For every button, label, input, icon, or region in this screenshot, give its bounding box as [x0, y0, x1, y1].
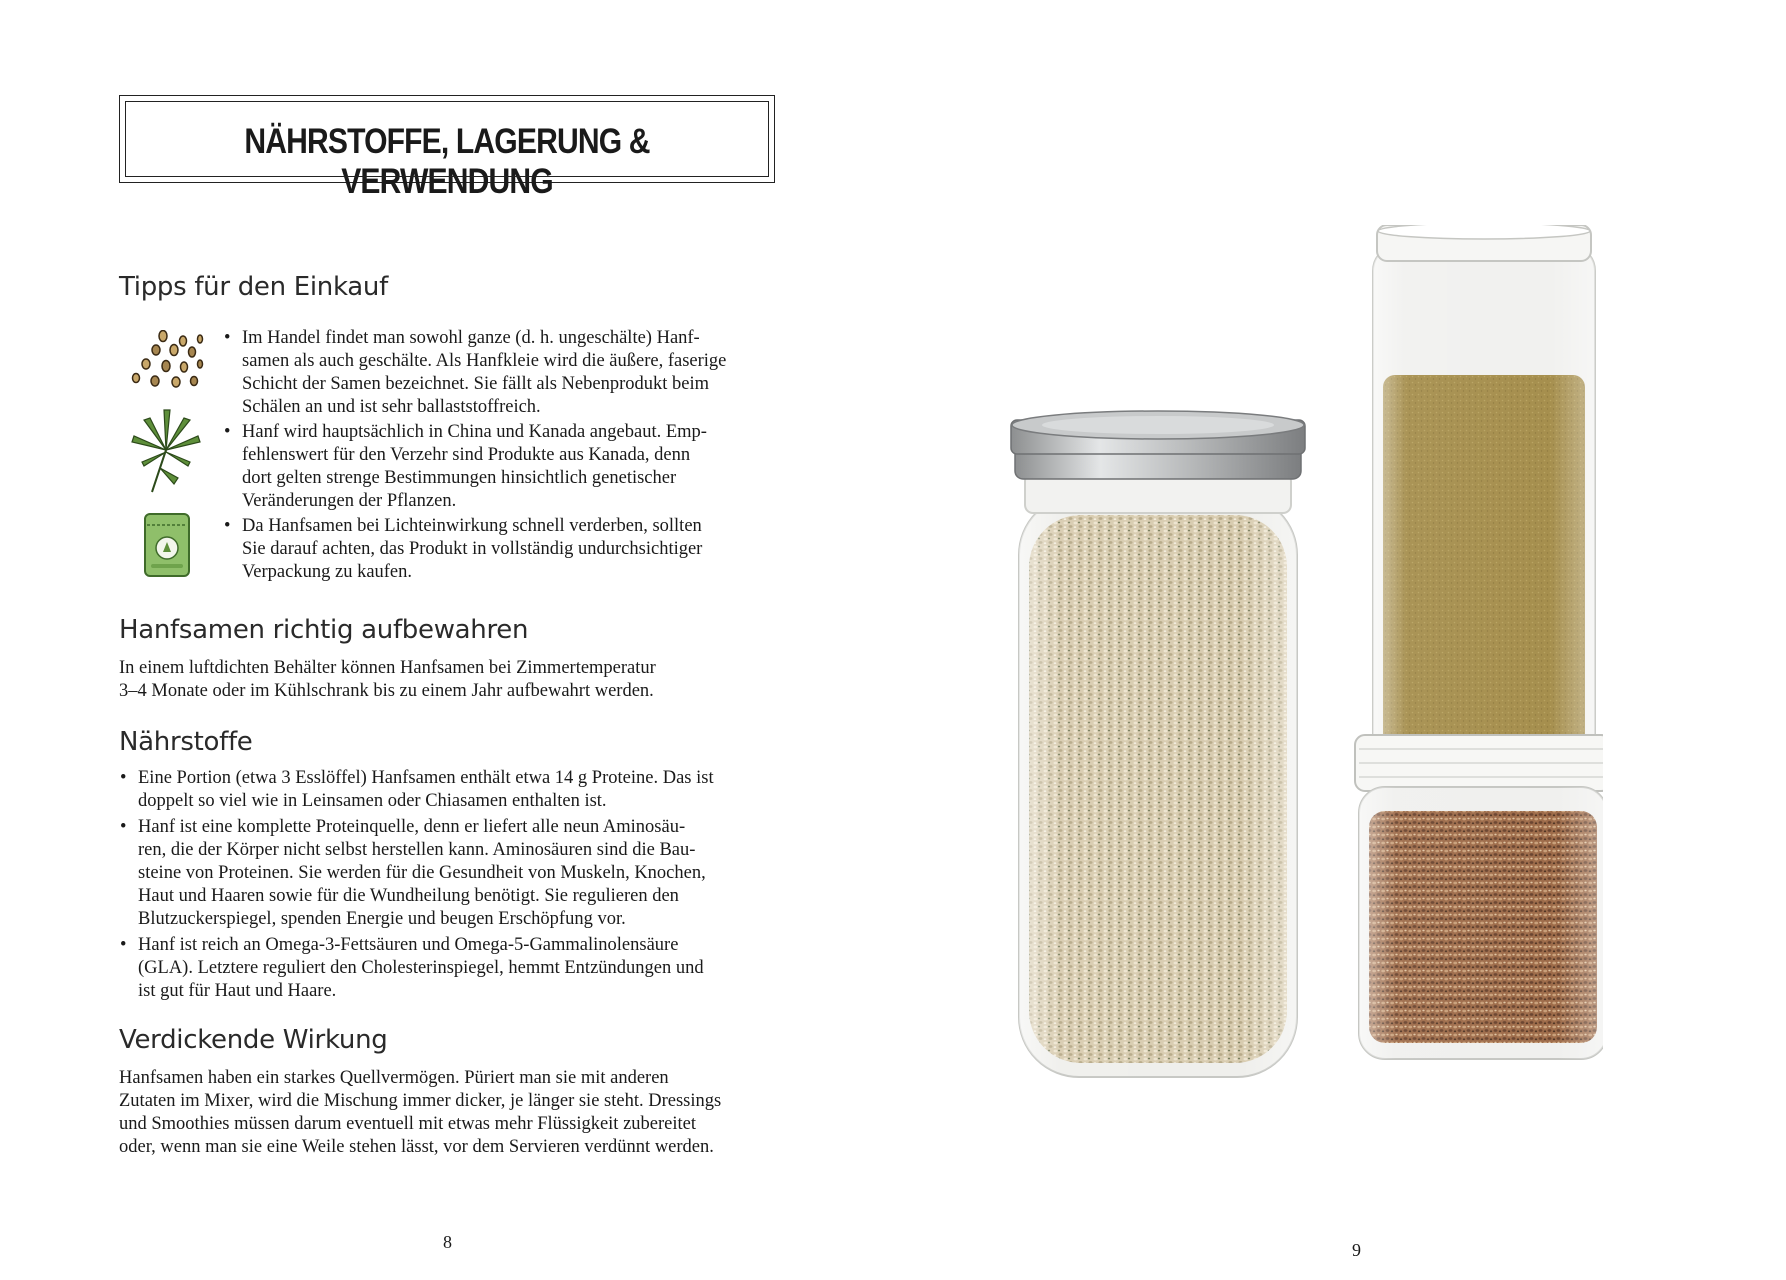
- page-title: NÄHRSTOFFE, LAGERUNG & VERWENDUNG: [244, 122, 650, 201]
- verdickend-text: Hanfsamen haben ein starkes Quellvermögen. Püriert man sie mit anderen Zutaten im Mixer, wird die Mischung immer dicker, je länger sie steht. Dressings und Smoothies müssen darum eventuell mit etwas mehr Flüssigkeit zubereitet oder, wenn man sie eine Weile stehen lässt, vor dem Servieren verdünnt werden.: [119, 1068, 722, 1157]
- list-item: • Da Hanfsamen bei Lichteinwirkung schnell verderben, sollten Sie darauf achten, das Produkt in vollständig undurchsichtiger Verpackung zu kaufen.: [224, 515, 804, 584]
- seeds-icon: [126, 330, 206, 395]
- einkauf-list: [224, 327, 804, 584]
- aufbewahren-text: In einem luftdichten Behälter können Hanfsamen bei Zimmertemperatur 3–4 Monate oder im Kühlschrank bis zu einem Jahr aufbewahrt werden.: [119, 658, 656, 701]
- right-page: [893, 0, 1786, 1280]
- mason-jar: [1011, 411, 1305, 1077]
- heading-verdickend: Verdickende Wirkung: [119, 1025, 388, 1055]
- list-item: • Eine Portion (etwa 3 Esslöffel) Hanfsamen enthält etwa 14 g Proteine. Das ist doppelt so viel wie in Leinsamen oder Chiasamen enthalten ist.: [120, 767, 810, 813]
- page-number-left: 8: [443, 1232, 452, 1252]
- naehrstoffe-list: [120, 767, 810, 1003]
- heading-naehrstoffe: Nährstoffe: [119, 727, 253, 757]
- title-frame: [119, 95, 775, 201]
- heading-einkauf: Tipps für den Einkauf: [119, 272, 388, 302]
- package-icon: [143, 512, 191, 583]
- jars-photo: [1003, 225, 1603, 1095]
- list-item: • Hanf wird hauptsächlich in China und Kanada angebaut. Emp- fehlenswert für den Verzehr sind Produkte aus Kanada, denn dort gelten strenge Bestimmungen hinsichtlich genetischer Veränderungen der Pflanzen.: [224, 421, 804, 513]
- list-item: • Im Handel findet man sowohl ganze (d. h. ungeschälte) Hanf- samen als auch geschälte. Als Hanfkleie wird die äußere, faserige Schicht der Samen bezeichnet. Sie fällt als Nebenprodukt beim Schälen an und ist sehr ballaststoffreich.: [224, 327, 804, 419]
- list-item: • Hanf ist eine komplette Proteinquelle, denn er liefert alle neun Aminosäu- ren, die der Körper nicht selbst herstellen kann. Aminosäuren sind die Bau- steine von Proteinen. Sie werden für die Gesundheit von Muskeln, Knochen, Haut und Haaren sowie für die Wundheilung benötigt. Sie regulieren den Blutzuckerspiegel, spenden Energie und beugen Erschöpfung vor.: [120, 816, 810, 931]
- list-item: • Hanf ist reich an Omega-3-Fettsäuren und Omega-5-Gammalinolensäure (GLA). Letztere reguliert den Cholesterinspiegel, hemmt Entzündungen und ist gut für Haut und Haare.: [120, 934, 810, 1003]
- page-number-right: 9: [1352, 1240, 1361, 1260]
- whole-seed-jar: [1355, 735, 1603, 1059]
- heading-aufbewahren: Hanfsamen richtig aufbewahren: [119, 615, 529, 645]
- hemp-leaf-icon: [130, 406, 202, 499]
